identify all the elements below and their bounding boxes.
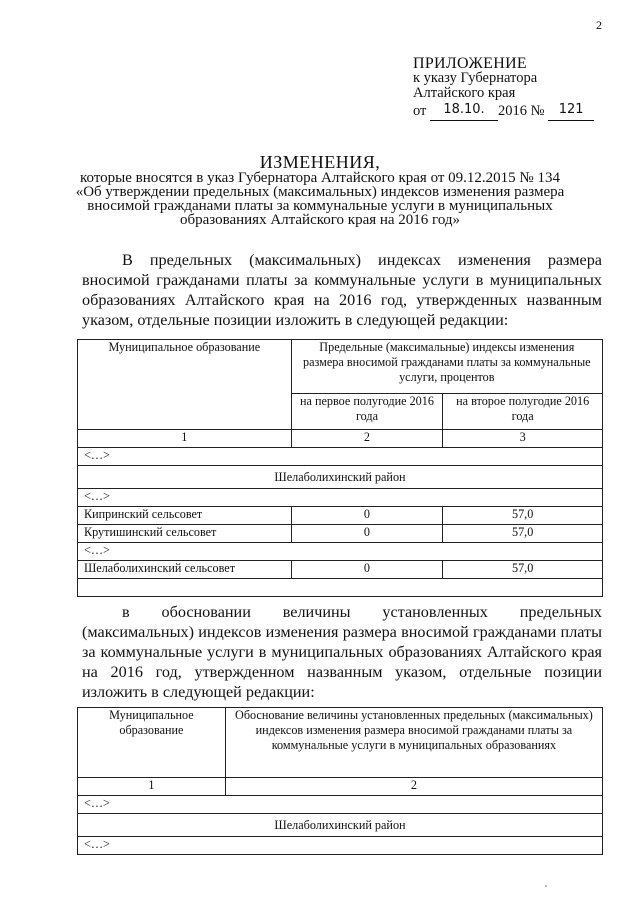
paragraph-justification bbox=[82, 602, 602, 702]
district-row: Шелаболихинский район bbox=[78, 466, 603, 489]
row-second-half: 57,0 bbox=[443, 561, 603, 579]
row-municipality: Крутишинский сельсовет bbox=[78, 525, 292, 543]
from-label: от bbox=[413, 103, 427, 119]
order-number: 121 bbox=[558, 102, 584, 117]
order-year: 2016 bbox=[498, 103, 528, 119]
heading-line: которые вносятся в указ Губернатора Алтайского края от 09.12.2015 № 134 bbox=[79, 170, 560, 186]
row-first-half: 0 bbox=[291, 525, 443, 543]
heading-line: «Об утверждении предельных (максимальных) индексов изменения размера bbox=[75, 184, 565, 200]
indices-table bbox=[77, 339, 603, 597]
heading-line: образованиях Алтайского края на 2016 год» bbox=[179, 212, 461, 228]
scan-speck bbox=[545, 885, 547, 887]
paragraph-text: В предельных (максимальных) индексах изменения размера вносимой гражданами платы за коммунальные услуги в муниципальных образованиях Алтайского края на 2016 год, утвержденных названным указом, отдельные позиции изложить в следующей редакции: bbox=[82, 251, 602, 329]
document-heading bbox=[0, 154, 640, 227]
row-municipality: Шелаболихинский сельсовет bbox=[78, 561, 292, 579]
header-municipality: Муниципальное образование bbox=[78, 340, 292, 430]
row-municipality: Кипринский сельсовет bbox=[78, 507, 292, 525]
appendix-line: Алтайского края bbox=[413, 85, 516, 101]
header-municipality: Муниципальное образование bbox=[78, 708, 226, 778]
column-number: 2 bbox=[225, 778, 602, 796]
ellipsis-row: <…> bbox=[78, 543, 603, 561]
justification-table bbox=[77, 707, 603, 855]
ellipsis-row: <…> bbox=[78, 796, 603, 814]
heading-title: ИЗМЕНЕНИЯ, bbox=[259, 152, 381, 172]
page-number: 2 bbox=[596, 18, 602, 32]
district-row: Шелаболихинский район bbox=[78, 814, 603, 837]
paragraph-text: в обосновании величины установленных предельных (максимальных) индексов изменения размера вносимой гражданами платы за коммунальные услуги в муниципальных образованиях Алтайского края на 2016 год, утвержденном названным указом, отдельные позиции изложить в следующей редакции: bbox=[82, 603, 602, 701]
appendix-block bbox=[413, 56, 537, 101]
ellipsis-row: <…> bbox=[78, 448, 603, 466]
table-row bbox=[78, 525, 603, 543]
header-first-half: на первое полугодие 2016 года bbox=[291, 394, 443, 430]
order-reference bbox=[413, 103, 594, 121]
column-number: 3 bbox=[443, 430, 603, 448]
header-second-half: на второе полугодие 2016 года bbox=[443, 394, 603, 430]
ellipsis-row: <…> bbox=[78, 837, 603, 855]
appendix-line: к указу Губернатора bbox=[413, 70, 538, 86]
order-date: 18.10. bbox=[443, 102, 485, 117]
order-date-field bbox=[430, 103, 498, 121]
heading-line: вносимой гражданами платы за коммунальные услуги в муниципальных bbox=[87, 198, 553, 214]
row-second-half: 57,0 bbox=[443, 525, 603, 543]
column-number: 1 bbox=[78, 430, 292, 448]
row-second-half: 57,0 bbox=[443, 507, 603, 525]
row-first-half: 0 bbox=[291, 507, 443, 525]
column-number: 2 bbox=[291, 430, 443, 448]
column-number: 1 bbox=[78, 778, 226, 796]
row-first-half: 0 bbox=[291, 561, 443, 579]
header-indices: Предельные (максимальные) индексы изменения размера вносимой гражданами платы за коммунальные услуги, процентов bbox=[291, 340, 602, 394]
ellipsis-row: <…> bbox=[78, 489, 603, 507]
header-justification: Обоснование величины установленных предельных (максимальных) индексов изменения размера вносимой гражданами платы за коммунальные услуги в муниципальных образованиях bbox=[225, 708, 602, 778]
appendix-title: ПРИЛОЖЕНИЕ bbox=[413, 55, 528, 72]
order-number-field bbox=[548, 103, 594, 121]
paragraph-intro bbox=[82, 250, 602, 330]
table-row bbox=[78, 507, 603, 525]
table-row bbox=[78, 561, 603, 579]
number-label: № bbox=[530, 103, 545, 119]
empty-row bbox=[78, 579, 603, 597]
